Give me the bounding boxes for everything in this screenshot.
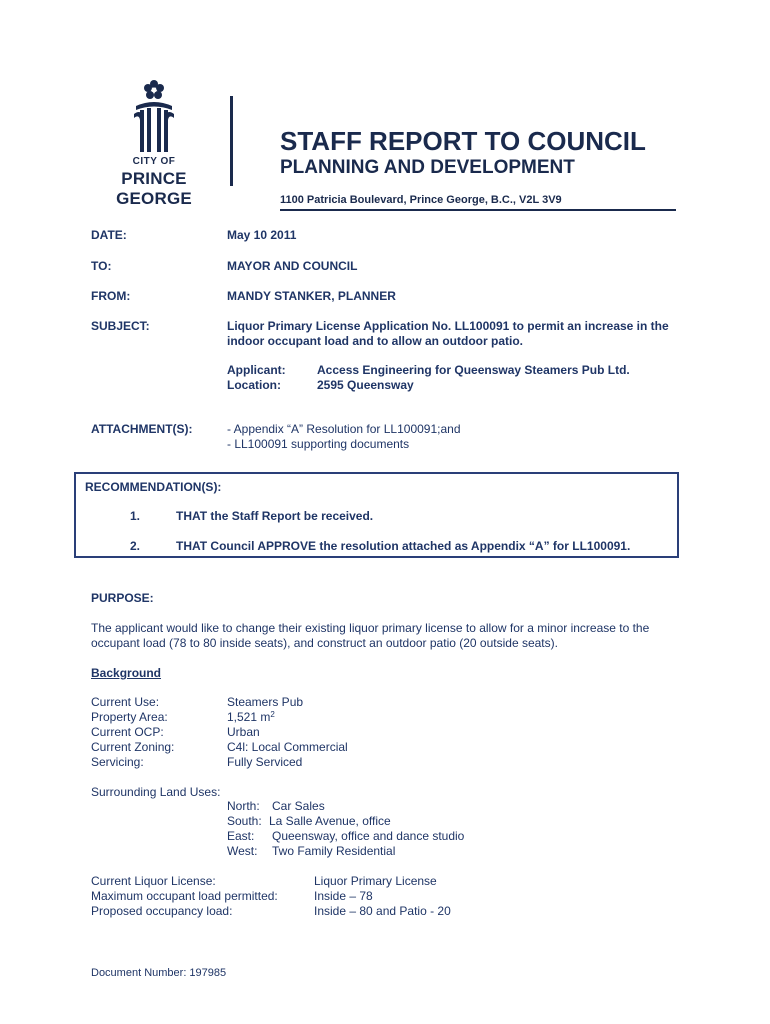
background-heading: Background bbox=[91, 666, 162, 680]
recommendation-number: 2. bbox=[130, 539, 141, 553]
license-label: Proposed occupancy load: bbox=[91, 904, 233, 918]
location-label: Location: bbox=[227, 378, 281, 392]
background-label: Current Use: bbox=[91, 695, 160, 709]
background-value: Steamers Pub bbox=[227, 695, 304, 709]
background-label: Current OCP: bbox=[91, 725, 164, 739]
purpose-text-line-2: occupant load (78 to 80 inside seats), and construct an outdoor patio (20 outside seats). bbox=[91, 636, 558, 650]
subject-label: SUBJECT: bbox=[91, 319, 150, 333]
recommendation-text: THAT the Staff Report be received. bbox=[176, 509, 374, 523]
superscript-2: 2 bbox=[270, 710, 275, 719]
license-value: Liquor Primary License bbox=[314, 874, 437, 888]
surrounding-use: Queensway, office and dance studio bbox=[272, 829, 465, 843]
applicant-label: Applicant: bbox=[227, 363, 286, 377]
background-label: Property Area: bbox=[91, 710, 168, 724]
location-value: 2595 Queensway bbox=[317, 378, 414, 392]
surrounding-direction: North: bbox=[227, 799, 260, 813]
logo-city-name: PRINCE GEORGE bbox=[116, 169, 192, 208]
property-area-value: 1,521 m bbox=[227, 710, 271, 724]
header-divider-horizontal bbox=[280, 209, 676, 211]
purpose-text-line-1: The applicant would like to change their existing liquor primary license to allow for a minor increase to the bbox=[91, 621, 650, 635]
date-label: DATE: bbox=[91, 228, 127, 242]
report-title: STAFF REPORT TO COUNCIL bbox=[280, 126, 646, 156]
recommendations-label: RECOMMENDATION(S): bbox=[85, 480, 222, 494]
from-value: MANDY STANKER, PLANNER bbox=[227, 289, 396, 303]
document-number: Document Number: 197985 bbox=[91, 967, 227, 979]
surrounding-use: La Salle Avenue, office bbox=[269, 814, 391, 828]
background-value: Fully Serviced bbox=[227, 755, 303, 769]
flower-emblem-icon bbox=[130, 76, 178, 154]
report-subtitle: PLANNING AND DEVELOPMENT bbox=[280, 157, 575, 178]
attachments-label: ATTACHMENT(S): bbox=[91, 422, 193, 436]
subject-line-2: indoor occupant load and to allow an outdoor patio. bbox=[227, 334, 523, 348]
purpose-label: PURPOSE: bbox=[91, 591, 154, 605]
license-label: Current Liquor License: bbox=[91, 874, 216, 888]
applicant-value: Access Engineering for Queensway Steamers Pub Ltd. bbox=[317, 363, 630, 377]
from-label: FROM: bbox=[91, 289, 131, 303]
subject-line-1: Liquor Primary License Application No. LL100091 to permit an increase in the bbox=[227, 319, 669, 333]
to-label: TO: bbox=[91, 259, 112, 273]
surrounding-direction: East: bbox=[227, 829, 255, 843]
date-value: May 10 2011 bbox=[227, 228, 297, 242]
background-label: Current Zoning: bbox=[91, 740, 175, 754]
city-address: 1100 Patricia Boulevard, Prince George, B.C., V2L 3V9 bbox=[280, 194, 562, 206]
license-label: Maximum occupant load permitted: bbox=[91, 889, 278, 903]
background-value: C4l: Local Commercial bbox=[227, 740, 348, 754]
background-label: Servicing: bbox=[91, 755, 144, 769]
recommendation-number: 1. bbox=[130, 509, 141, 523]
to-value: MAYOR AND COUNCIL bbox=[227, 259, 358, 273]
city-logo bbox=[84, 76, 224, 208]
logo-city-of: CITY OF bbox=[132, 156, 176, 167]
attachment-item-1: - Appendix “A” Resolution for LL100091;and bbox=[227, 422, 461, 436]
header-divider-vertical bbox=[230, 96, 233, 186]
recommendation-text: THAT Council APPROVE the resolution attached as Appendix “A” for LL100091. bbox=[176, 539, 631, 553]
surrounding-direction: West: bbox=[227, 844, 258, 858]
background-value: Urban bbox=[227, 725, 260, 739]
surrounding-use: Two Family Residential bbox=[272, 844, 396, 858]
surrounding-direction: South: bbox=[227, 814, 262, 828]
license-value: Inside – 80 and Patio - 20 bbox=[314, 904, 451, 918]
surrounding-land-uses-label: Surrounding Land Uses: bbox=[91, 785, 221, 799]
surrounding-use: Car Sales bbox=[272, 799, 325, 813]
background-value bbox=[227, 710, 275, 725]
attachment-item-2: - LL100091 supporting documents bbox=[227, 437, 410, 451]
license-value: Inside – 78 bbox=[314, 889, 373, 903]
